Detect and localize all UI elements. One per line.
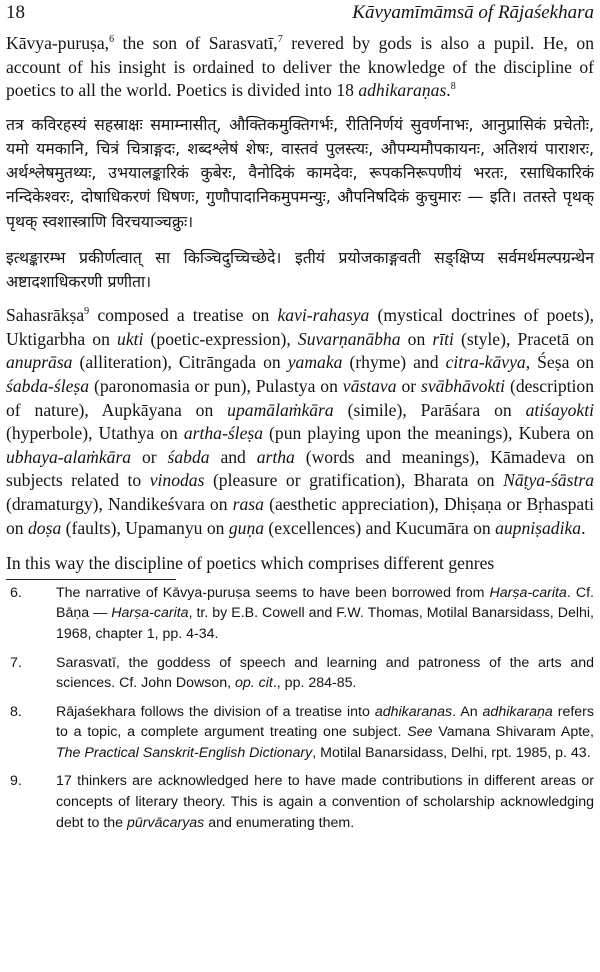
running-header — [6, 0, 594, 24]
footnote-text: The narrative of Kāvya-puruṣa seems to have been borrowed from Harṣa-carita. Cf. Bāṇa — Harṣa-carita, tr. by E.B. Cowell and F.W. Thomas, Motilal Banarsidass, Delhi, 1968, chapter 1, pp. 4-34. — [56, 584, 594, 642]
footnote-divider — [6, 579, 176, 580]
footnote-number: 7. — [10, 654, 22, 671]
footnote-text: 17 thinkers are acknowledged here to have made contributions in different areas or concepts of literary theory. This is again a convention of scholarship acknowledging debt to the pūrvācaryas and enumerating them. — [56, 773, 594, 831]
footnote-ref-6: 6 — [109, 34, 115, 46]
paragraph-kavya-purusa: Kāvya-puruṣa,$^6$ the son of Sarasvatī,$^7$ revered by gods is also a pupil. He, on account of his insight is ordained to deliver the knowledge of the discipline of poetics to all the world. Poetics is divided into 18 adhikaraṇas.$^8$ — [6, 33, 594, 101]
footnote-number: 6. — [10, 584, 22, 601]
footnote-ref-7: 7 — [277, 34, 283, 46]
footnote-9 — [6, 771, 594, 833]
sanskrit-verse-2: इत्थङ्कारम्भ प्रकीर्णत्वात् सा किञ्चिदुच्चिच्छेदे। इतीयं प्रयोजकाङ्गवती सङ्क्षिप्य सर्वमर्थमल्पग्रन्थेन अष्टादशाधिकरणी प्रणीता। — [6, 247, 594, 291]
footnote-number: 9. — [10, 773, 22, 790]
paragraph-continuation: In this way the discipline of poetics which comprises different genres — [6, 553, 495, 574]
footnote-ref-9: 9 — [84, 306, 90, 318]
footnotes — [6, 583, 594, 834]
footnote-8 — [6, 702, 594, 764]
running-title: Kāvyamīmāmsā of Rājaśekhara — [352, 2, 594, 23]
footnote-ref-8: 8 — [450, 81, 456, 93]
sanskrit-verse-1: तत्र कविरहस्यं सहस्राक्षः समाम्नासीत्, औक्तिकमुक्तिगर्भः, रीतिनिर्णयं सुवर्णनाभः, आनुप्रासिकं प्रचेतोः, यमो यमकानि, चित्रं चित्राङ्गदः, शब्दश्लेषं शेषः, वास्तवं पुलस्त्यः, औपम्यमौपकायनः, अतिशयं पाराशरः, अर्थश्लेषमुतथ्यः, उभयालङ्कारिकं कुबेरः, वैनोदिकं कामदेवः, रूपकनिरूपणीयं भरतः, रसाधिकारिकं नन्दिकेश्वरः, दोषाधिकरणं धिषणः, गुणौपादानिकमुपमन्युः, औपनिषदिकं कुचुमारः — इति। ततस्ते पृथक् पृथक् स्वशास्त्राणि विरचयाञ्चक्रुः। — [6, 114, 594, 231]
footnote-number: 8. — [10, 703, 22, 720]
footnote-text: Sarasvatī, the goddess of speech and learning and patroness of the arts and sciences. Cf. John Dowson, op. cit., pp. 284-85. — [56, 654, 594, 692]
footnote-6 — [6, 583, 594, 645]
paragraph-authors-list: Sahasrākṣa$^9$ composed a treatise on kavi-rahasya (mystical doctrines of poets), Uktigarbha on ukti (poetic-expression), Suvarṇanābha on rīti (style), Pracetā on anuprāsa (alliteration), Citrāngada on yamaka (rhyme) and citra-kāvya, Śeṣa on śabda-śleṣa (paronomasia or pun), Pulastya on vāstava or svābhāvokti (description of nature), Aupkāyana on upamālaṁkāra (simile), Parāśara on atiśayokti (hyperbole), Utathya on artha-śleṣa (pun playing upon the meanings), Kubera on ubhaya-alaṁkāra or śabda and artha (words and meanings), Kāmadeva on subjects related to vinodas (pleasure or gratification), Bharata on Nāṭya-śāstra (dramaturgy), Nandikeśvara on rasa (aesthetic appreciation), Dhiṣaṇa or Bṛhaspati on doṣa (faults), Upamanyu on guṇa (excellences) and Kucumāra on aupniṣadika. — [6, 305, 595, 538]
footnote-7 — [6, 653, 594, 694]
footnote-text: Rājaśekhara follows the division of a treatise into adhikaranas. An adhikaraṇa refers to a topic, a complete argument treating one subject. See Vamana Shivaram Apte, The Practical Sanskrit-English Dictionary, Motilal Banarsidass, Delhi, rpt. 1985, p. 43. — [56, 703, 594, 761]
page-number: 18 — [6, 2, 25, 23]
